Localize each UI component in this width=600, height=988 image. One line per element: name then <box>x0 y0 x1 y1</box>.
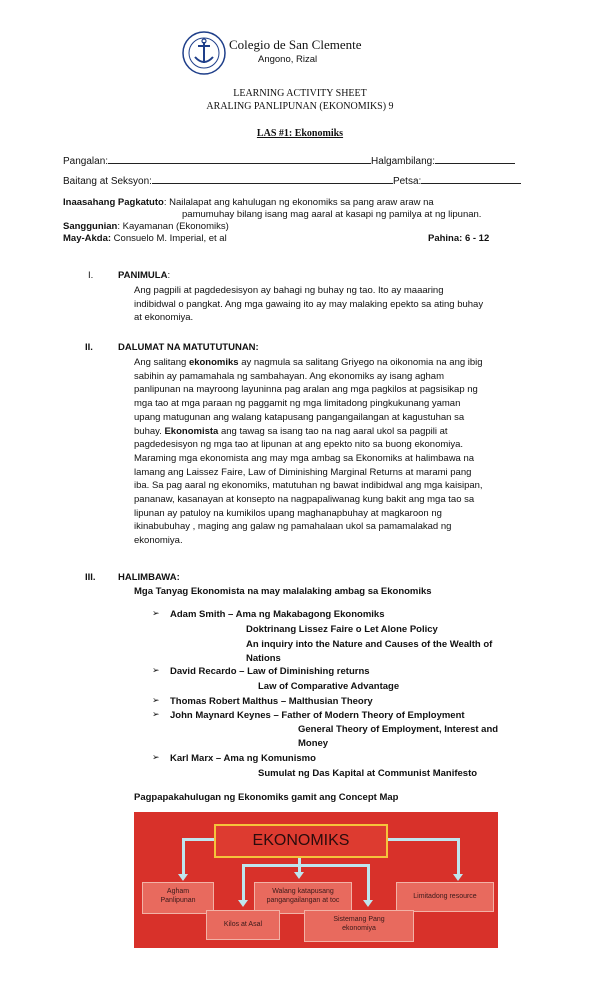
example-smith: Adam Smith – Ama ng Makabagong Ekonomiks <box>170 609 385 620</box>
example-keynes-1: General Theory of Employment, Interest and <box>298 724 499 735</box>
author <box>63 233 227 244</box>
section-1-title: PANIMULA <box>118 270 168 281</box>
box-text: Panlipunan <box>160 897 196 904</box>
term-ekonomiks: ekonomiks <box>188 357 239 368</box>
example-keynes: John Maynard Keynes – Father of Modern Theory of Employment <box>170 710 465 721</box>
paragraph-line: Ang pagpili at pagdedesisyon ay bahagi ng buhay ng tao. Ito ay maaaring <box>134 285 444 296</box>
text-run: ay nagmula sa salitang Griyego na oikonomia na ang ibig <box>238 357 483 368</box>
connector <box>182 838 214 841</box>
source <box>63 221 229 232</box>
arrow-down-icon <box>294 872 304 879</box>
concept-map-heading: Pagpapakahulugan ng Ekonomiks gamit ang Concept Map <box>134 792 399 803</box>
bullet-arrow-icon: ➢ <box>152 709 160 719</box>
connector <box>182 838 185 876</box>
paragraph-line: lipunan ay patuloy na kumikilos upang maghanapbuhay at magkaroon ng <box>134 507 442 519</box>
bullet-arrow-icon: ➢ <box>152 695 160 705</box>
author-label: May-Akda: <box>63 233 112 244</box>
text-run: buhay. <box>134 425 165 437</box>
example-smith-2: An inquiry into the Nature and Causes of the Wealth of <box>246 639 493 650</box>
las-title: LAS #1: Ekonomiks <box>256 128 344 139</box>
box-text: Walang katapusang <box>272 888 334 895</box>
source-label: Sanggunian <box>63 221 118 232</box>
concept-map <box>134 812 498 948</box>
score-line[interactable] <box>435 154 515 164</box>
connector <box>457 838 460 876</box>
paragraph-line: iba. Sa pag aaral ng ekonomiks, matutuhan ng bawat indibidwal ang mga kaisipan, <box>134 480 483 492</box>
box-text: pangangailangan at toc <box>266 897 340 904</box>
example-smith-1: Doktrinang Lissez Faire o Let Alone Policy <box>246 624 438 635</box>
section-1-body <box>134 284 502 325</box>
paragraph-line <box>134 425 502 439</box>
concept-box-agham <box>142 882 214 914</box>
section-2-title: DALUMAT NA MATUTUTUNAN: <box>118 342 259 353</box>
text-run: ang tawag sa isang tao na nag aaral ukol sa pagpili at <box>218 425 448 437</box>
paragraph-line: pagdedesisyon ng mga tao at lipunan at ang epekto nito sa buong ekonomiya. <box>134 439 464 451</box>
text-run: Ang salitang <box>134 357 189 368</box>
paragraph-line: mga tao at mga paraan ng paggamit ng mga limitadong pingkukunang yaman <box>134 398 461 410</box>
sheet-title-2: ARALING PANLIPUNAN (EKONOMIKS) 9 <box>206 101 394 112</box>
bullet-arrow-icon: ➢ <box>152 665 160 675</box>
concept-box-kilos: Kilos at Asal <box>206 910 280 940</box>
concept-box-limitado: Limitadong resource <box>396 882 494 912</box>
name-field[interactable] <box>63 154 515 167</box>
example-smith-3: Nations <box>246 653 281 664</box>
score-label: Halgambilang: <box>371 156 435 167</box>
bullet-arrow-icon: ➢ <box>152 608 160 618</box>
arrow-down-icon <box>453 874 463 881</box>
paragraph-line: Maraming mga ekonomista ang may mga ambag sa Ekonomiks at halimbawa na <box>134 452 475 464</box>
bullet-arrow-icon: ➢ <box>152 752 160 762</box>
sheet-title-1: LEARNING ACTIVITY SHEET <box>233 88 367 99</box>
arrow-down-icon <box>363 900 373 907</box>
arrow-down-icon <box>238 900 248 907</box>
connector <box>367 864 370 902</box>
section-2-body <box>134 356 502 548</box>
term-ekonomista: Ekonomista <box>164 425 219 437</box>
goal-text-2: pamumuhay bilang isang mag aaral at kasapi ng pamilya at ng lipunan. <box>182 209 482 220</box>
pages: Pahina: 6 - 12 <box>428 233 490 244</box>
date-label: Petsa: <box>392 176 422 187</box>
school-town: Angono, Rizal <box>258 54 318 65</box>
author-text: Consuelo M. Imperial, et al <box>111 233 227 244</box>
example-ricardo-1: Law of Comparative Advantage <box>258 681 400 692</box>
section-3-subtitle: Mga Tanyag Ekonomista na may malalaking ambag sa Ekonomiks <box>134 586 432 597</box>
paragraph-line: ekonomiya. <box>134 535 183 547</box>
goal-label: Inaasahang Pagkatuto <box>63 197 164 208</box>
school-logo <box>182 31 226 75</box>
connector <box>242 864 245 902</box>
paragraph-line: lamang ang Laissez Faire, Law of Diminishing Marginal Returns at marami pang <box>134 466 472 478</box>
paragraph-line: at ekonomiya. <box>134 312 194 324</box>
grade-line[interactable] <box>152 174 393 184</box>
example-marx: Karl Marx – Ama ng Komunismo <box>170 753 316 764</box>
concept-map-center: EKONOMIKS <box>214 824 388 858</box>
paragraph-line: upang matugunan ang walang katapusang pangangailangan at kagustuhan sa <box>134 411 465 423</box>
concept-box-sistema <box>304 910 414 942</box>
grade-field[interactable] <box>63 174 521 187</box>
name-label: Pangalan: <box>63 156 109 167</box>
learning-goal <box>63 197 434 208</box>
connector <box>242 864 370 867</box>
arrow-down-icon <box>178 874 188 881</box>
example-ricardo: David Recardo – Law of Diminishing returns <box>170 666 370 677</box>
section-3-title: HALIMBAWA: <box>118 572 180 583</box>
section-1-number: I. <box>88 270 94 281</box>
paragraph-line: sabihin ay pamamahala ng sambahayan. Ang ekonomiks ay isang agham <box>134 370 444 382</box>
example-keynes-2: Money <box>298 738 329 749</box>
grade-label: Baitang at Seksyon: <box>63 176 152 187</box>
box-text: ekonomiya <box>342 925 376 932</box>
section-1-heading <box>118 270 170 281</box>
goal-text-1: : Nailalapat ang kahulugan ng ekonomiks sa pang araw araw na <box>163 197 434 208</box>
paragraph-line: panlipunan na mayroong layuninna pag aralan ang mga pagkilos at pagsisikap ng <box>134 384 478 396</box>
paragraph-line <box>134 356 502 370</box>
paragraph-line: pananaw, kasanayan at konsepto na nagpapaliwanag kung bakit ang mga tao sa <box>134 494 475 506</box>
section-2-number: II. <box>85 342 93 353</box>
school-name: Colegio de San Clemente <box>229 37 362 52</box>
source-text: : Kayamanan (Ekonomiks) <box>117 221 229 232</box>
paragraph-line: indibidwal o pangkat. Ang mga gawaing ito ay may malaking epekto sa ating buhay <box>134 298 484 310</box>
date-line[interactable] <box>421 174 521 184</box>
paragraph-line: ikinabubuhay , maging ang galaw ng pamahalaan ukol sa pamamalakad ng <box>134 521 452 533</box>
example-marx-1: Sumulat ng Das Kapital at Communist Manifesto <box>258 768 478 779</box>
section-3-number: III. <box>85 572 96 583</box>
box-text: Sistemang Pang <box>333 916 385 923</box>
connector <box>384 838 460 841</box>
anchor-seal-icon <box>182 31 226 75</box>
name-line[interactable] <box>108 154 371 164</box>
example-malthus: Thomas Robert Malthus – Malthusian Theory <box>170 696 373 707</box>
section-1-colon: : <box>167 270 171 281</box>
box-text: Agham <box>166 888 190 895</box>
